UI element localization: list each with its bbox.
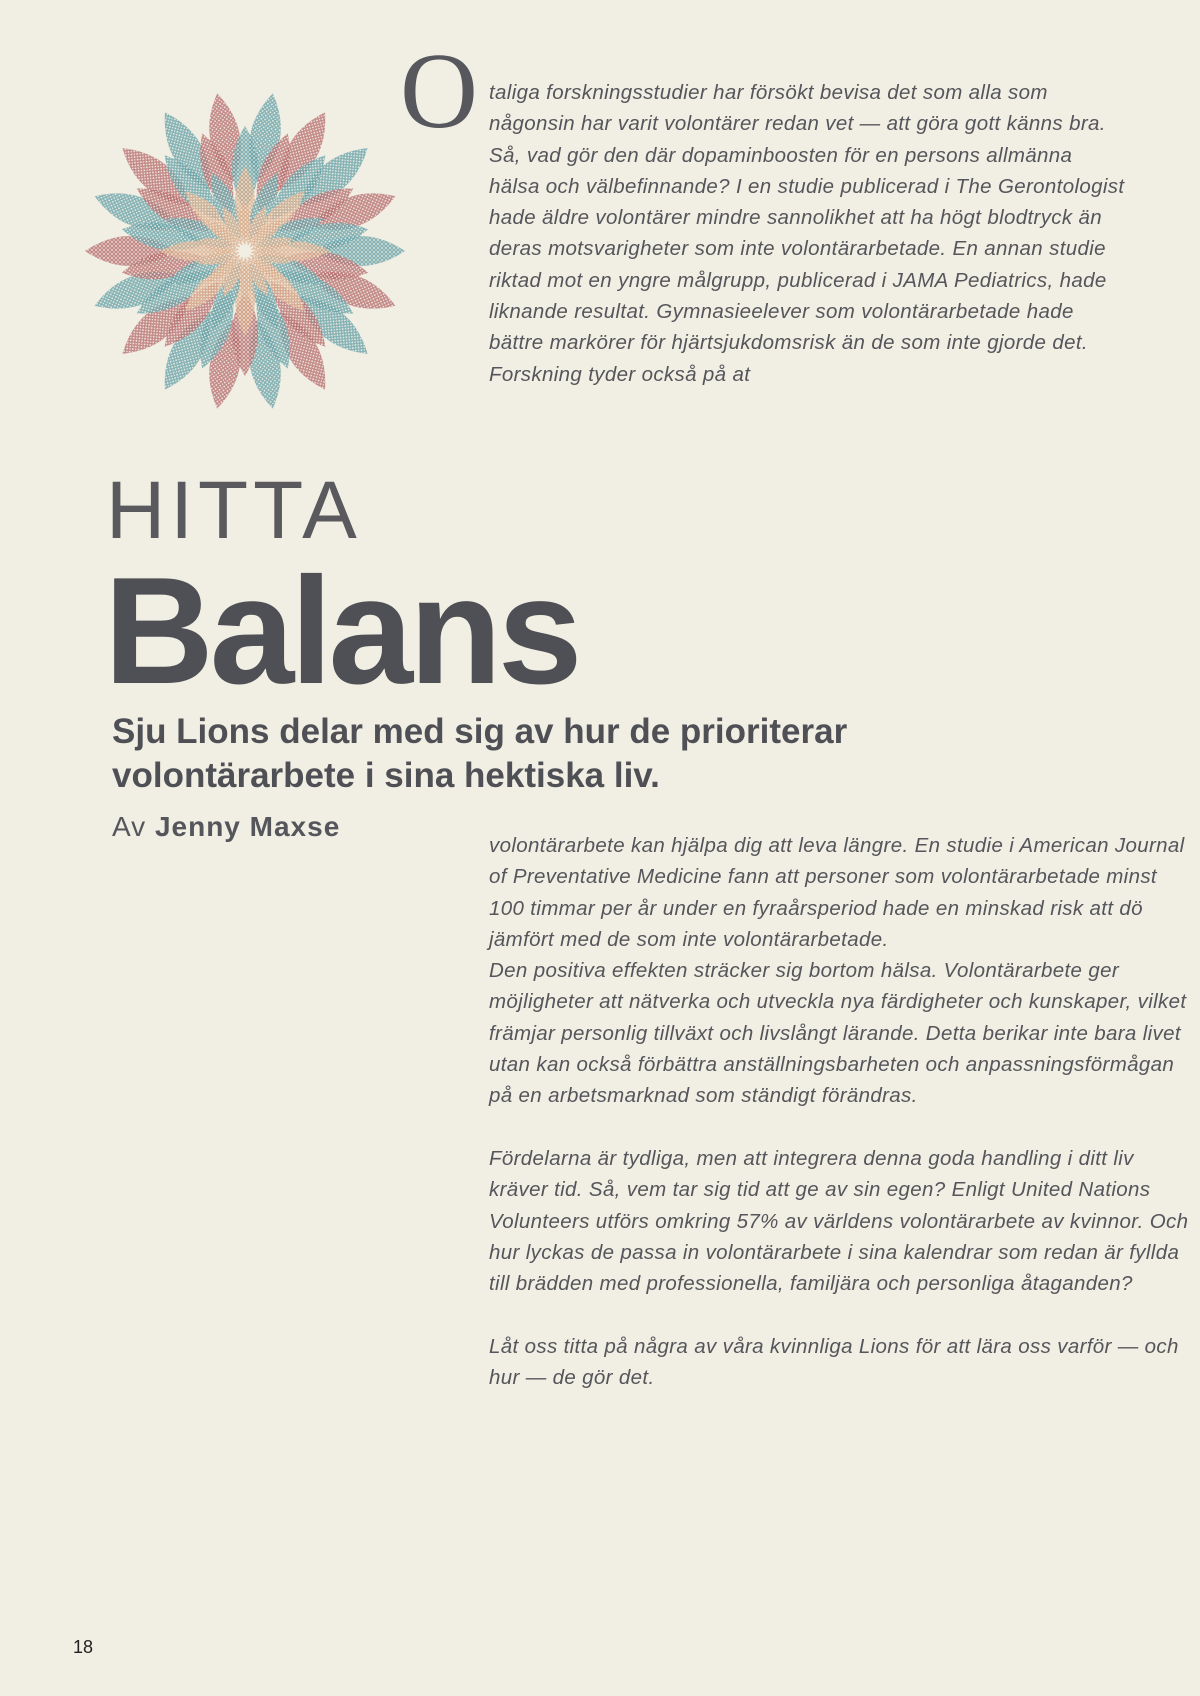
page-number: 18 — [73, 1637, 94, 1657]
headline-subtitle — [112, 710, 1012, 798]
article-column-top — [489, 77, 1129, 390]
paragraph: Den positiva effekten sträcker sig bortom hälsa. Volontärarbete ger möjligheter att nätverka och utveckla nya färdigheter och kunskaper, vilket främjar personlig tillväxt och livslångt lärande. Detta berikar inte bara livet utan kan också förbättra anställningsbarheten och anpassningsförmågan på en arbetsmarknad som ständigt förändras. — [489, 959, 1187, 1108]
byline — [112, 811, 340, 843]
author-name: Jenny Maxse — [154, 811, 341, 842]
paragraph: volontärarbete kan hjälpa dig att leva längre. En studie i American Journal of Preventative Medicine fann att personer som volontärarbetade minst 100 timmar per år under en fyraårsperiod hade en minskad risk att dö jämfört med de som inte volontärarbetade. — [489, 834, 1185, 951]
paragraph: taliga forskningsstudier har försökt bevisa det som alla som någonsin har varit volontärer redan vet — att göra gott känns bra. Så, vad gör den där dopaminboosten för en persons allmänna hälsa och välbefinnande? I en studie publicerad i The Gerontologist hade äldre volontärer mindre sannolikhet att ha högt blodtryck än deras motsvarigheter som inte volontärarbetade. En annan studie riktad mot en yngre målgrupp, publicerad i JAMA Pediatrics, hade liknande resultat. Gymnasieelever som volontärarbetade hade bättre markörer för hjärtsjukdomsrisk än de som inte gjorde det. Forskning tyder också på at — [489, 81, 1125, 386]
byline-prefix: Av — [112, 811, 147, 842]
mandala-flower-icon — [80, 86, 410, 416]
headline-kicker: HITTA — [106, 465, 362, 556]
drop-cap: O — [400, 32, 478, 151]
article-column-bottom — [489, 830, 1189, 1393]
headline-title: Balans — [104, 546, 579, 716]
paragraph: Fördelarna är tydliga, men att integrera denna goda handling i ditt liv kräver tid. Så, vem tar sig tid att ge av sin egen? Enligt United Nations Volunteers utförs omkring 57% av världens volontärarbete av kvinnor. Och hur lyckas de passa in volontärarbete i sina kalendrar som redan är fyllda till brädden med professionella, familjära och personliga åtaganden? — [489, 1146, 1189, 1296]
subtitle-line-2: volontärarbete i sina hektiska liv. — [112, 756, 660, 795]
paragraph: Låt oss titta på några av våra kvinnliga Lions för att lära oss varför — och hur — de gör det. — [489, 1334, 1179, 1390]
subtitle-line-1: Sju Lions delar med sig av hur de prioriterar — [112, 712, 848, 751]
